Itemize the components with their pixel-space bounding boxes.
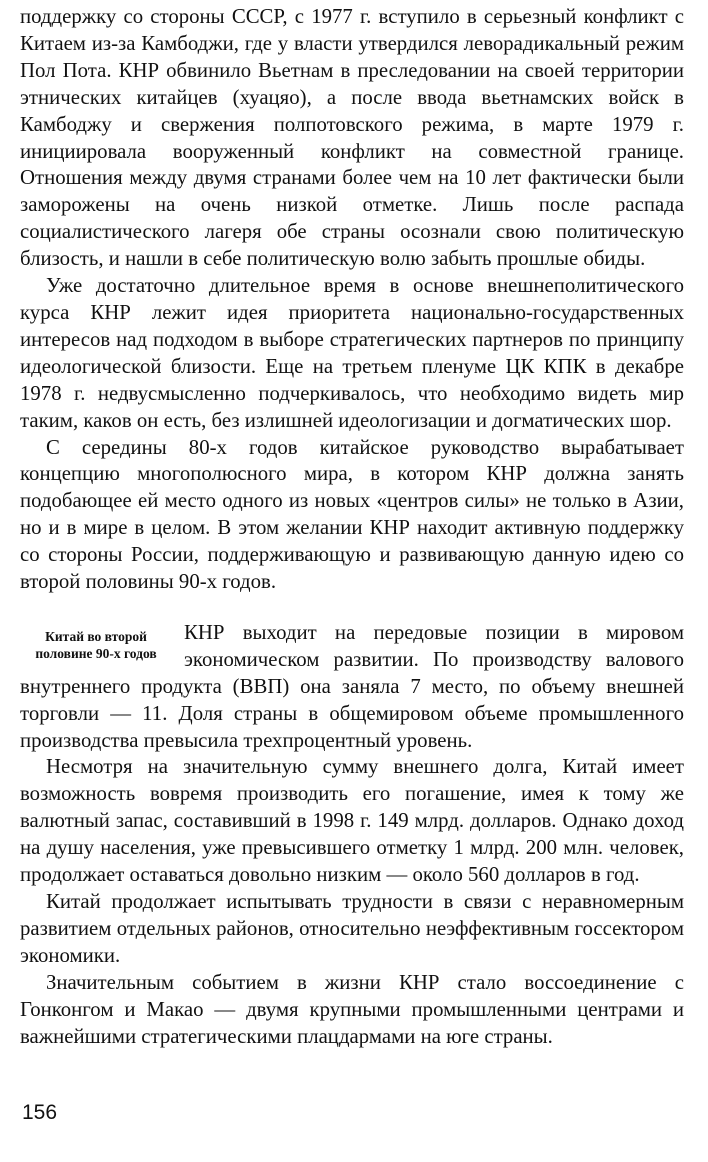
paragraph-regional-development: Китай продолжает испытывать трудности в связи с неравномерным развитием отдельных районов, относительно неэффективным госсектором экономики. — [20, 890, 684, 967]
paragraph-vietnam-conflict: поддержку со стороны СССР, с 1977 г. вступило в серьезный конфликт с Китаем из-за Камбоджи, где у власти утвердился леворадикальный режим Пол Пота. КНР обвинило Вьетнам в преследовании на своей территории этнических китайцев (хуацяо), а после ввода вьетнамских войск в Камбоджу и свержения полпотовского режима, в марте 1979 г. инициировала вооруженный конфликт на совместной границе. Отношения между двумя странами более чем на 10 лет фактически были заморожены на очень низкой отметке. Лишь после распада социалистического лагеря обе страны осознали свою политическую близость, и нашли в себе политическую волю забыть прошлые обиды. — [20, 5, 684, 271]
paragraph-national-interests: Уже достаточно длительное время в основе внешнеполитического курса КНР лежит идея приоритета национально-государственных интересов над подходом в выборе стратегических партнеров по принципу идеологической близости. Еще на третьем пленуме ЦК КПК в декабре 1978 г. недвусмысленно подчеркивалось, что необходимо видеть мир таким, каков он есть, без излишней идеологизации и догматических шор. — [20, 274, 684, 432]
paragraph-economic-position: КНР выходит на передовые позиции в мировом экономическом развитии. По производству валового внутреннего продукта (ВВП) она заняла 7 место, по объему внешней торговли — 11. Доля страны в общемировом объеме промышленного производства превысила трехпроцентный уровень. — [20, 620, 684, 752]
section-china-late-90s — [20, 620, 684, 1051]
paragraph-hong-kong-macao: Значительным событием в жизни КНР стало воссоединение с Гонконгом и Макао — двумя крупными промышленными центрами и важнейшими стратегическими плацдармами на юге страны. — [20, 970, 684, 1048]
side-heading: Китай во второй половине 90-х годов — [35, 628, 157, 662]
page-number: 156 — [22, 1101, 58, 1124]
paragraph-external-debt: Несмотря на значительную сумму внешнего долга, Китай имеет возможность вовремя производить его погашение, имея к тому же валютный запас, составивший в 1998 г. 149 млрд. долларов. Однако доход на душу населения, уже превысившего отметку 1 млрд. 200 млн. человек, продолжает оставаться довольно низким — около 560 долларов в год. — [20, 755, 684, 887]
paragraph-multipolar-world: С середины 80-х годов китайское руководство вырабатывает концепцию многополюсного мира, в котором КНР должна занять подобающее ей место одного из новых «центров силы» не только в Азии, но и в мире в целом. В этом желании КНР находит активную поддержку со стороны России, поддерживающую и развивающую данную идею со второй половины 90-х годов. — [20, 435, 684, 594]
page-body — [20, 4, 684, 1050]
